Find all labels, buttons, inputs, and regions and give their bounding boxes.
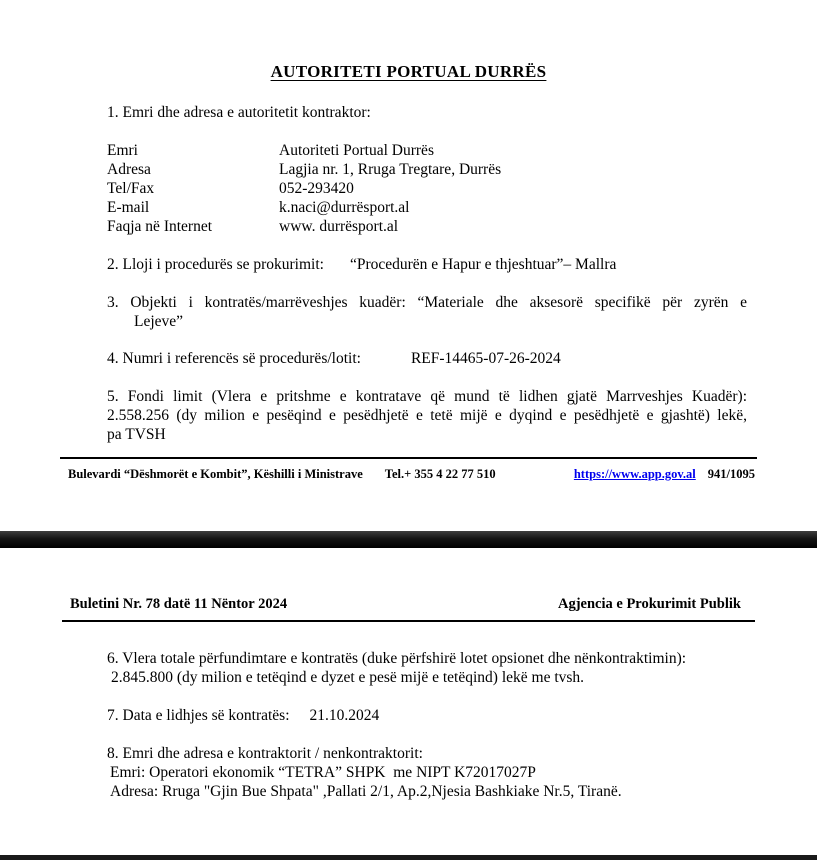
- item-7-contract-date: [107, 706, 747, 725]
- item-8-contractor-name: Emri: Operatori ekonomik “TETRA” SHPK me NIPT K72017027P: [110, 764, 536, 781]
- item-6-line-1: 6. Vlera totale përfundimtare e kontratës (duke përfshirë lotet opsionet dhe nënkontraktimin):: [107, 650, 687, 667]
- page-separator-band: [0, 531, 817, 548]
- item-2-procedure-type: [107, 255, 747, 274]
- contact-label: Tel/Fax: [107, 180, 155, 197]
- footer-address: Bulevardi “Dëshmorët e Kombit”, Këshilli i Ministrave: [68, 467, 363, 481]
- contact-value: k.naci@durrësport.al: [279, 199, 410, 216]
- agency-name: Agjencia e Prokurimit Publik: [558, 596, 741, 612]
- item-5-line-1: 5. Fondi limit (Vlera e pritshme e kontratave që mund të lidhen gjatë Marrveshjes Kuadër):: [107, 388, 747, 405]
- contact-value: www. durrësport.al: [279, 218, 399, 235]
- item-8-contractor-info: [107, 744, 747, 801]
- contact-row-telfax: [107, 179, 747, 198]
- bulletin-header: [62, 548, 755, 622]
- contact-label: Adresa: [107, 161, 151, 178]
- item-4-label: 4. Numri i referencës së procedurës/lotit:: [107, 350, 361, 367]
- item-4-reference-number: [107, 349, 747, 368]
- item-3-line-1: 3. Objekti i kontratës/marrëveshjes kuadër: “Materiale dhe aksesorë specifikë për zyrën e: [107, 294, 747, 311]
- contact-value: 052-293420: [279, 180, 354, 197]
- app-gov-al-link[interactable]: https://www.app.gov.al: [573, 467, 696, 481]
- footer-page-reference: 941/1095: [707, 467, 755, 481]
- contact-label: Faqja në Internet: [107, 218, 213, 235]
- contact-label: E-mail: [107, 199, 150, 216]
- contact-label: Emri: [107, 142, 138, 159]
- item-7-value: 21.10.2024: [309, 707, 380, 724]
- item-8-contractor-address: Adresa: Rruga "Gjin Bue Shpata" ,Pallati 2/1, Ap.2,Njesia Bashkiake Nr.5, Tiranë.: [110, 783, 622, 800]
- item-2-label: 2. Lloji i procedurës se prokurimit:: [107, 256, 324, 273]
- item-5-line-2: 2.558.256 (dy milion e pesëqind e pesëdhjetë e tetë mijë e dyqind e pesëdhjetë e gjashtë) lekë,: [107, 407, 747, 424]
- footer-telephone: Tel.+ 355 4 22 77 510: [384, 467, 496, 481]
- page1-footer: [60, 457, 757, 482]
- item-8-line-1: 8. Emri dhe adresa e kontraktorit / nenkontraktorit:: [107, 745, 423, 762]
- contact-row-adresa: [107, 160, 747, 179]
- item-5-limit-fund: [107, 387, 747, 444]
- contact-value: Autoriteti Portual Durrës: [279, 142, 434, 159]
- authority-title: AUTORITETI PORTUAL DURRËS: [270, 62, 547, 81]
- item-7-label: 7. Data e lidhjes së kontratës:: [107, 707, 290, 724]
- item-5-line-3: pa TVSH: [107, 426, 166, 443]
- item-2-value: “Procedurën e Hapur e thjeshtuar”– Mallra: [349, 256, 617, 273]
- bulletin-page-2: [0, 548, 817, 855]
- item-3-line-2: Lejeve”: [134, 313, 184, 330]
- next-page-separator-band-partial: [0, 855, 817, 860]
- item-6-total-contract-value: [107, 649, 747, 687]
- contact-row-email: [107, 198, 747, 217]
- page1-content: [0, 103, 817, 444]
- contact-row-website: [107, 217, 747, 236]
- item-6-line-2: 2.845.800 (dy milion e tetëqind e dyzet e pesë mijë e tetëqind) lekë me tvsh.: [111, 669, 585, 686]
- page2-content: [0, 649, 817, 801]
- item-1-authority-name-address: 1. Emri dhe adresa e autoritetit kontraktor:: [107, 104, 371, 121]
- contact-value: Lagjia nr. 1, Rruga Tregtare, Durrës: [279, 161, 502, 178]
- item-3-contract-object: [107, 293, 747, 331]
- contact-row-emri: [107, 141, 747, 160]
- item-4-value: REF-14465-07-26-2024: [410, 350, 561, 367]
- contact-table: [107, 141, 747, 236]
- bulletin-number-date: Buletini Nr. 78 datë 11 Nëntor 2024: [70, 596, 288, 612]
